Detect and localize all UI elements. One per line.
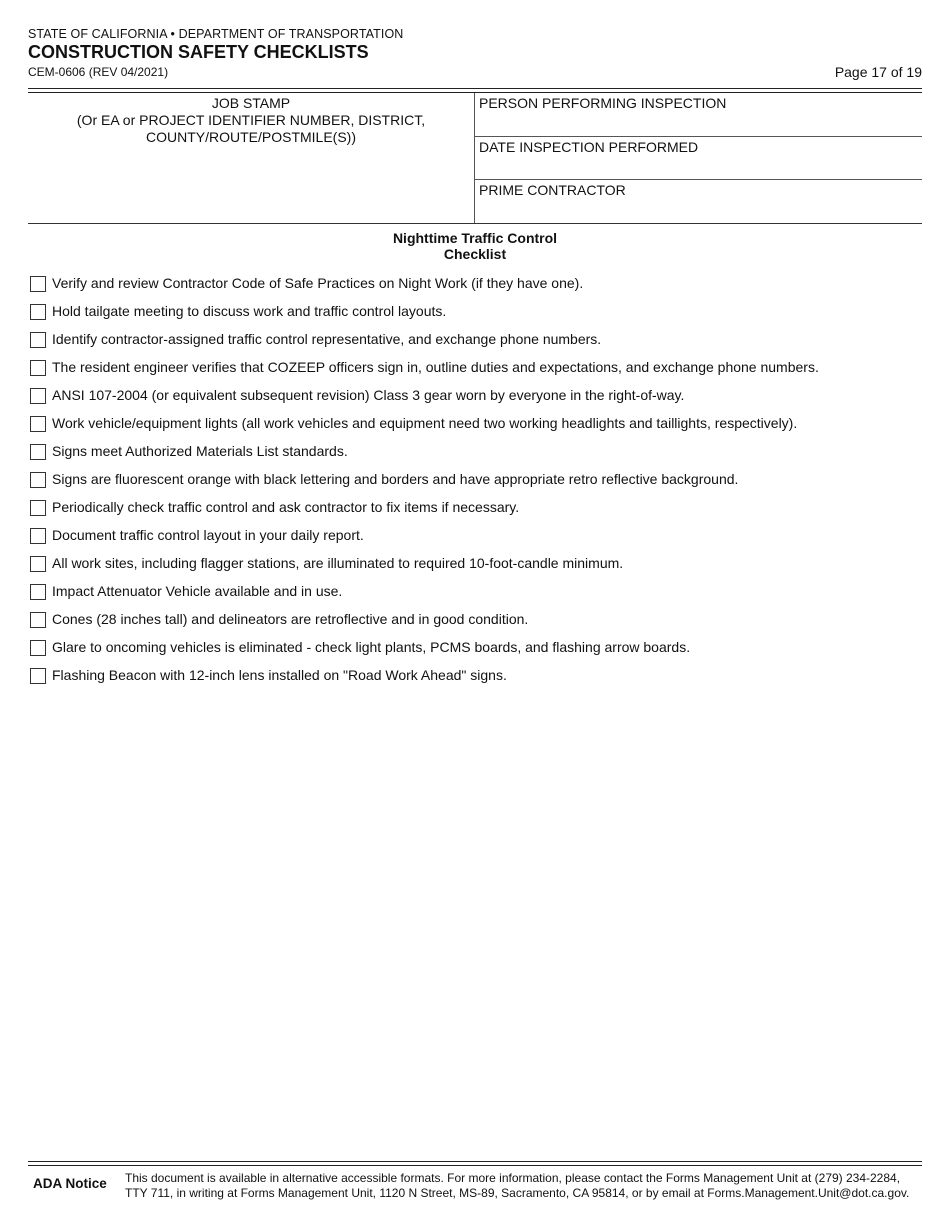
footer-rule bbox=[28, 1161, 922, 1162]
document-title: CONSTRUCTION SAFETY CHECKLISTS bbox=[28, 42, 369, 62]
checkbox[interactable] bbox=[30, 444, 46, 460]
job-stamp-instructions-cont: COUNTY/ROUTE/POSTMILE(S)) bbox=[145, 129, 356, 145]
job-stamp-instructions: (Or EA or PROJECT IDENTIFIER NUMBER, DISTRICT, bbox=[76, 112, 426, 128]
checkbox[interactable] bbox=[30, 640, 46, 656]
checklist-item-text: Cones (28 inches tall) and delineators are retroflective and in good condition. bbox=[52, 611, 529, 627]
ada-notice-line1: This document is available in alternative accessible formats. For more information, please contact the Forms Management Unit at (279) 234-2284, bbox=[125, 1171, 901, 1185]
form-number: CEM-0606 (REV 04/2021) bbox=[28, 65, 169, 79]
checklist-item bbox=[30, 525, 930, 553]
checklist-item-text: ANSI 107-2004 (or equivalent subsequent revision) Class 3 gear worn by everyone in the right-of-way. bbox=[52, 387, 685, 403]
field-divider bbox=[474, 179, 922, 180]
checklist-item-text: Flashing Beacon with 12-inch lens installed on "Road Work Ahead" signs. bbox=[52, 667, 507, 683]
page-number: Page 17 of 19 bbox=[834, 64, 922, 80]
checklist-item bbox=[30, 609, 930, 637]
ada-notice-line2: TTY 711, in writing at Forms Management Unit, 1120 N Street, MS-89, Sacramento, CA 95814, or by email at Forms.Management.Unit@dot.ca.gov. bbox=[125, 1186, 910, 1200]
agency-header: STATE OF CALIFORNIA • DEPARTMENT OF TRANSPORTATION bbox=[28, 27, 404, 41]
checklist bbox=[30, 273, 930, 693]
checkbox[interactable] bbox=[30, 360, 46, 376]
checkbox[interactable] bbox=[30, 388, 46, 404]
checkbox[interactable] bbox=[30, 416, 46, 432]
checklist-item-text: Signs are fluorescent orange with black lettering and borders and have appropriate retro reflective background. bbox=[52, 471, 739, 487]
header-rule bbox=[28, 88, 922, 89]
header-rule-secondary bbox=[28, 92, 922, 93]
checklist-item-text: Document traffic control layout in your daily report. bbox=[52, 527, 364, 543]
checklist-item bbox=[30, 385, 930, 413]
checkbox[interactable] bbox=[30, 556, 46, 572]
checkbox[interactable] bbox=[30, 276, 46, 292]
footer-rule-secondary bbox=[28, 1165, 922, 1166]
checkbox[interactable] bbox=[30, 612, 46, 628]
checklist-item-text: Hold tailgate meeting to discuss work and traffic control layouts. bbox=[52, 303, 447, 319]
section-title-line2: Checklist bbox=[443, 246, 507, 262]
ada-notice-text bbox=[125, 1171, 915, 1201]
checkbox[interactable] bbox=[30, 500, 46, 516]
checklist-item-text: Signs meet Authorized Materials List standards. bbox=[52, 443, 348, 459]
checklist-item bbox=[30, 469, 930, 497]
checklist-item bbox=[30, 665, 930, 693]
person-performing-inspection-field[interactable]: PERSON PERFORMING INSPECTION bbox=[479, 95, 727, 111]
checkbox[interactable] bbox=[30, 472, 46, 488]
checklist-item bbox=[30, 273, 930, 301]
checklist-item bbox=[30, 637, 930, 665]
checklist-item bbox=[30, 329, 930, 357]
job-stamp-area[interactable] bbox=[28, 95, 474, 146]
job-stamp-label: JOB STAMP bbox=[211, 95, 291, 111]
checklist-item-text: Identify contractor-assigned traffic control representative, and exchange phone numbers. bbox=[52, 331, 602, 347]
checklist-item-text: Verify and review Contractor Code of Safe Practices on Night Work (if they have one). bbox=[52, 275, 584, 291]
prime-contractor-field[interactable]: PRIME CONTRACTOR bbox=[479, 182, 626, 198]
checklist-item bbox=[30, 581, 930, 609]
ada-notice-label: ADA Notice bbox=[33, 1176, 107, 1191]
checklist-item-text: The resident engineer verifies that COZEEP officers sign in, outline duties and expectations, and exchange phone numbers. bbox=[52, 359, 819, 375]
section-title-line1: Nighttime Traffic Control bbox=[392, 230, 558, 246]
section-rule bbox=[28, 223, 922, 224]
checkbox[interactable] bbox=[30, 668, 46, 684]
checklist-item bbox=[30, 553, 930, 581]
checkbox[interactable] bbox=[30, 528, 46, 544]
checklist-item bbox=[30, 301, 930, 329]
checklist-item bbox=[30, 497, 930, 525]
checklist-item-text: Work vehicle/equipment lights (all work vehicles and equipment need two working headlights and taillights, respectively). bbox=[52, 415, 798, 431]
checklist-item bbox=[30, 413, 930, 441]
date-inspection-performed-field[interactable]: DATE INSPECTION PERFORMED bbox=[479, 139, 699, 155]
checklist-item bbox=[30, 441, 930, 469]
checklist-item-text: Glare to oncoming vehicles is eliminated - check light plants, PCMS boards, and flashing arrow boards. bbox=[52, 639, 691, 655]
checkbox[interactable] bbox=[30, 332, 46, 348]
checklist-item-text: All work sites, including flagger stations, are illuminated to required 10-foot-candle minimum. bbox=[52, 555, 624, 571]
info-divider bbox=[474, 93, 475, 223]
checkbox[interactable] bbox=[30, 304, 46, 320]
field-divider bbox=[474, 136, 922, 137]
checkbox[interactable] bbox=[30, 584, 46, 600]
checklist-item-text: Periodically check traffic control and ask contractor to fix items if necessary. bbox=[52, 499, 520, 515]
checklist-item bbox=[30, 357, 930, 385]
section-title bbox=[0, 230, 950, 262]
checklist-item-text: Impact Attenuator Vehicle available and in use. bbox=[52, 583, 343, 599]
